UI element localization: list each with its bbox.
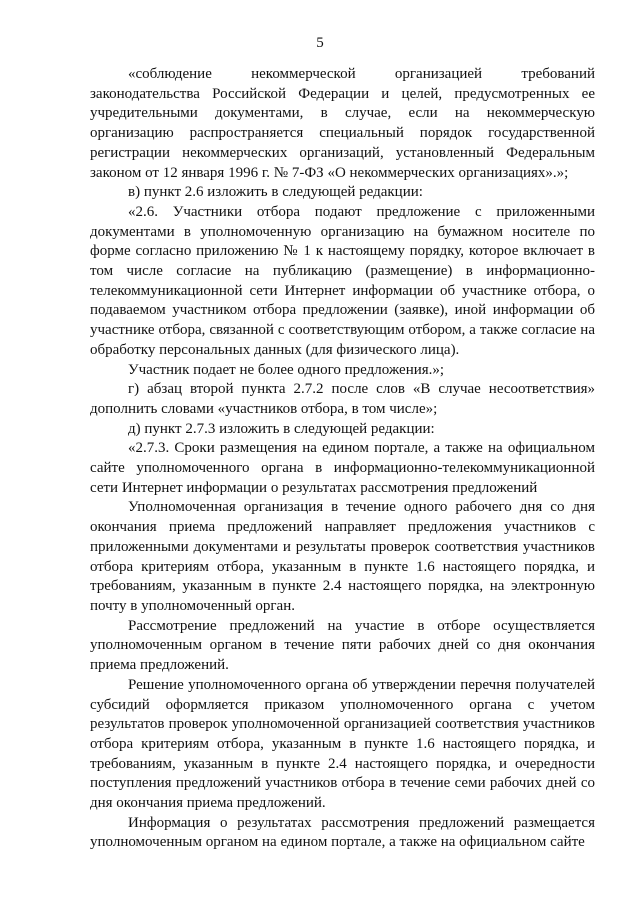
paragraph-6: д) пункт 2.7.3 изложить в следующей редакции:: [128, 420, 435, 437]
paragraph-9: Рассмотрение предложений на участие в отборе осуществляется уполномоченным органом в течение пяти рабочих дней со дня окончания приема предложений.: [90, 617, 595, 674]
paragraph-8: Уполномоченная организация в течение одного рабочего дня со дня окончания приема предложений направляет предложения участников с приложенными документами и результаты проверок соответствия участников отбора критериям отбора, указанным в пункте 1.6 настоящего порядка, и требованиям, указанным в пункте 2.4 настоящего порядка, на электронную почту в уполномоченный орган.: [90, 499, 595, 614]
paragraph-7: «2.7.3. Сроки размещения на едином портале, а также на официальном сайте уполномоченного органа в информационно-телекоммуникационной сети Интернет информации о результатах рассмотрения предложений: [90, 440, 595, 496]
paragraph-1: «соблюдение некоммерческой организацией требований законодательства Российской Федерации и целей, предусмотренных ее учредительными документами, в случае, если на некоммерческую организацию распространяется специальный порядок государственной регистрации некоммерческих организаций, установленный Федеральным законом от 12 января 1996 г. № 7-ФЗ «О некоммерческих организациях».»;: [90, 66, 595, 181]
paragraph-10: Решение уполномоченного органа об утверждении перечня получателей субсидий оформляется приказом уполномоченного органа с учетом результатов проверок уполномоченной организацией соответствия участников отбора критериям отбора, указанным в пункте 1.6 настоящего порядка, и требованиям, указанным в пункте 2.4 настоящего порядка, и очередности поступления предложений участников отбора в течение семи рабочих дней со дня окончания приема предложений.: [90, 676, 595, 812]
document-body: [90, 65, 595, 853]
page-number: 5: [316, 35, 324, 51]
paragraph-5: г) абзац второй пункта 2.7.2 после слов «В случае несоответствия» дополнить словами «участников отбора, в том числе»;: [90, 381, 595, 417]
paragraph-4: Участник подает не более одного предложения.»;: [128, 361, 445, 378]
paragraph-11: Информация о результатах рассмотрения предложений размещается уполномоченным органом на едином портале, а также на официальном сайте: [90, 814, 595, 851]
paragraph-2: в) пункт 2.6 изложить в следующей редакции:: [128, 184, 423, 201]
paragraph-3: «2.6. Участники отбора подают предложение с приложенными документами в уполномоченную организацию на бумажном носителе по форме согласно приложению № 1 к настоящему порядку, которое включает в том числе согласие на публикацию (размещение) в информационно-телекоммуникационной сети Интернет информации об участнике отбора, о подаваемом участником отбора предложении (заявке), иной информации об участнике отбора, связанной с соответствующим отбором, а также согласие на обработку персональных данных (для физического лица).: [90, 203, 595, 358]
